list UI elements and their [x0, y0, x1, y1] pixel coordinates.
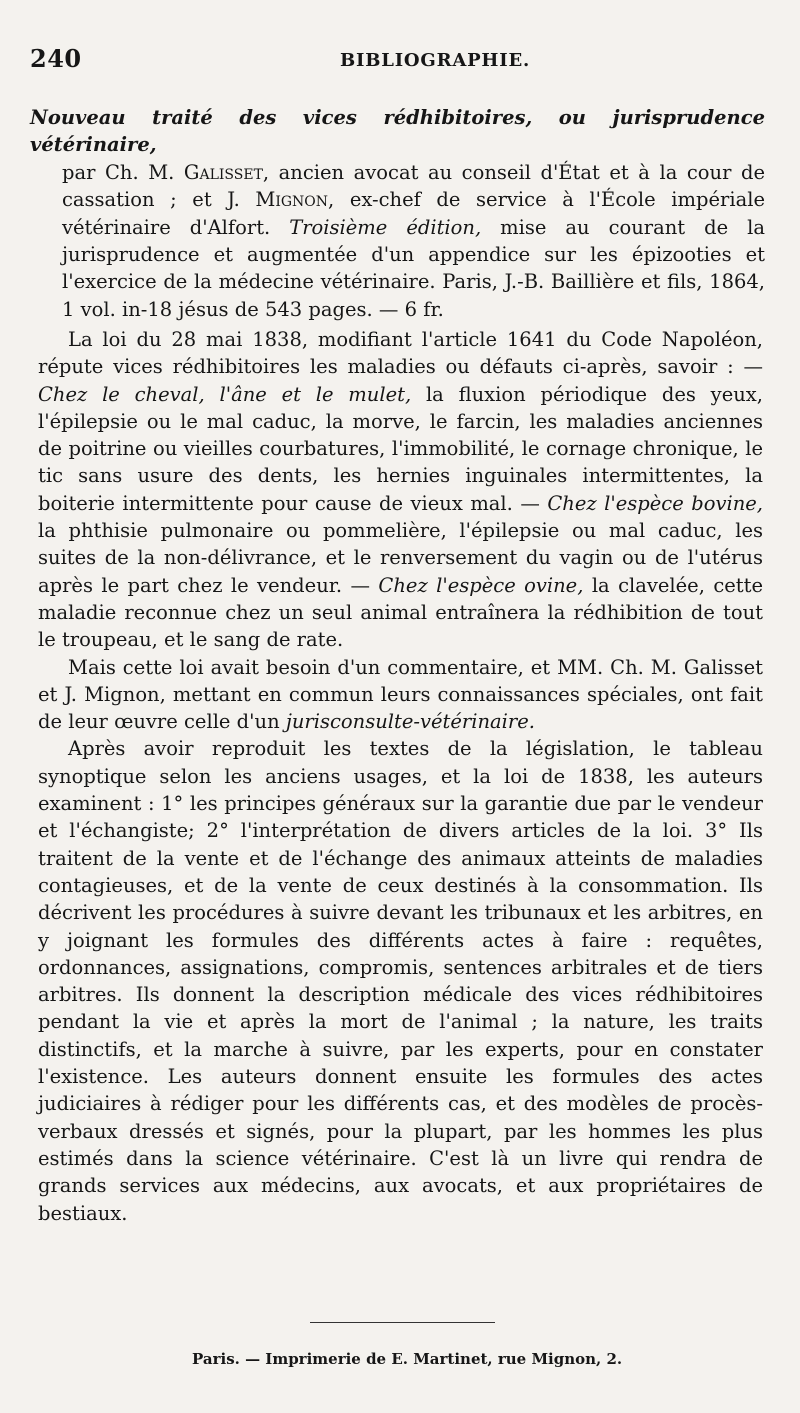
- entry-title: Nouveau traité des vices rédhibitoires, ou jurisprudence vétérinaire,: [30, 106, 765, 157]
- entry-text: , ex-chef de service à l'École impériale vétérinaire d'Alfort.: [62, 188, 765, 239]
- review-text-run: La loi du 28 mai 1838, modifiant l'article 1641 du Code Napoléon, répute vices rédhibitoires les maladies ou défauts ci-après, savoir : —: [38, 328, 763, 379]
- entry-author: Galisset: [183, 160, 263, 184]
- review-paragraph: [38, 654, 763, 736]
- entry-details: [30, 159, 765, 323]
- entry-text: par Ch. M.: [62, 160, 184, 184]
- review-text-run: la clavelée, cette maladie reconnue chez un seul animal entraînera la rédhibition de tout le troupeau, et le sang de rate.: [38, 573, 763, 652]
- running-title: BIBLIOGRAPHIE.: [340, 50, 531, 71]
- review-text: [38, 326, 763, 1227]
- entry-text: , ancien avocat au conseil d'État et à la cour de cassation ; et J.: [62, 160, 765, 212]
- page-number: 240: [30, 44, 82, 73]
- entry-edition: Troisième édition,: [289, 215, 482, 239]
- page-header: [30, 44, 770, 76]
- review-italic-run: Chez le cheval, l'âne et le mulet,: [38, 382, 412, 406]
- review-paragraph: [38, 326, 763, 654]
- entry-author: Mignon: [255, 188, 329, 212]
- review-italic-run: jurisconsulte-vétérinaire.: [285, 710, 535, 734]
- bibliography-entry: [30, 104, 765, 323]
- review-text-run: Mais cette loi avait besoin d'un commentaire, et MM. Ch. M. Galisset et J. Mignon, mettant en commun leurs connaissances spéciales, ont fait de leur œuvre celle d'un: [38, 655, 763, 734]
- review-paragraph: Après avoir reproduit les textes de la législation, le tableau synoptique selon les anciens usages, et la loi de 1838, les auteurs examinent : 1° les principes généraux sur la garantie due par le vendeur et l'échangiste; 2° l'interprétation de divers articles de la loi. 3° Ils traitent de la vente et de l'échange des animaux atteints de maladies contagieuses, et de la vente de ceux destinés à la consommation. Ils décrivent les procédures à suivre devant les tribunaux et les arbitres, en y joignant les formules des différents actes à faire : requêtes, ordonnances, assignations, compromis, sentences arbitrales et de tiers arbitres. Ils donnent la description médicale des vices rédhibitoires pendant la vie et après la mort de l'animal ; la nature, les traits distinctifs, et la marche à suivre, par les experts, pour en constater l'existence. Les auteurs donnent ensuite les formules des actes judiciaires à rédiger pour les différents cas, et des modèles de procès-verbaux dressés et signés, pour la plupart, par les hommes les plus estimés dans la science vétérinaire. C'est là un livre qui rendra de grands services aux médecins, aux avocats, et aux propriétaires de bestiaux.: [38, 737, 763, 1225]
- printer-imprint: Paris. — Imprimerie de E. Martinet, rue Mignon, 2.: [192, 1350, 623, 1368]
- review-italic-run: Chez l'espèce bovine,: [547, 491, 764, 515]
- entry-text: mise au courant de la jurisprudence et augmentée d'un appendice sur les épizooties et l'exercice de la médecine vétérinaire. Paris, J.-B. Baillière et fils, 1864, 1 vol. in-18 jésus de 543 pages. — 6 fr.: [62, 215, 765, 321]
- review-italic-run: Chez l'espèce ovine,: [378, 573, 584, 597]
- review-text-run: la phthisie pulmonaire ou pommelière, l'épilepsie ou mal caduc, les suites de la non-délivrance, et le renversement du vagin ou de l'utérus après le part chez le vendeur. —: [38, 519, 763, 597]
- review-text-run: la fluxion périodique des yeux, l'épilepsie ou le mal caduc, la morve, le farcin, les maladies anciennes de poitrine ou vieilles courbatures, l'immobilité, le cornage chronique, le tic sans usure des dents, les hernies inguinales intermittentes, la boiterie intermittente pour cause de vieux mal. —: [38, 382, 763, 515]
- footer-rule: [310, 1322, 495, 1323]
